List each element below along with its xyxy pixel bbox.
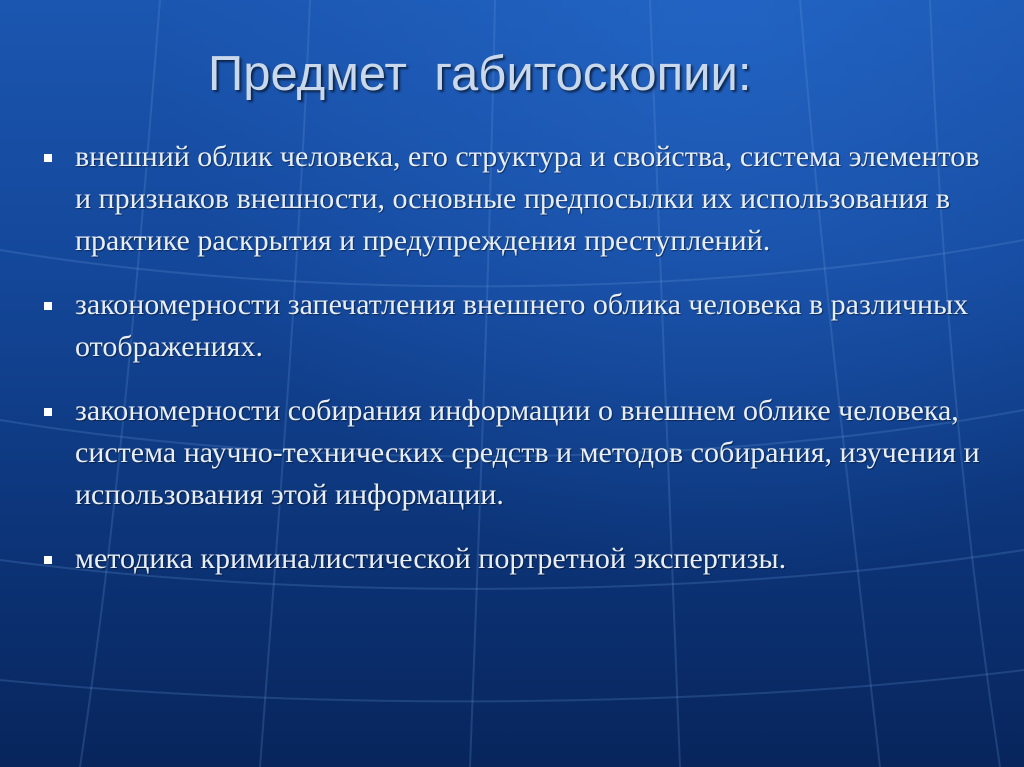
bullet-item [44,136,989,262]
bullet-item [44,390,989,516]
square-bullet-icon [44,154,52,162]
bullet-text: методика криминалистической портретной экспертизы. [75,542,787,575]
bullet-item [44,284,989,368]
slide-title: Предмет габитоскопии: [208,47,752,101]
bullet-item [44,538,989,580]
square-bullet-icon [44,408,52,416]
square-bullet-icon [44,302,52,310]
square-bullet-icon [44,556,52,564]
bullet-list [44,136,989,602]
bullet-text: закономерности запечатления внешнего облика человека в различных отображениях. [75,288,969,363]
bullet-text: внешний облик человека, его структура и свойства, система элементов и признаков внешности, основные предпосылки их использования в практике раскрытия и предупреждения преступлений. [75,140,980,257]
bullet-text: закономерности собирания информации о внешнем облике человека, система научно-технических средств и методов собирания, изучения и использования этой информации. [75,394,980,511]
